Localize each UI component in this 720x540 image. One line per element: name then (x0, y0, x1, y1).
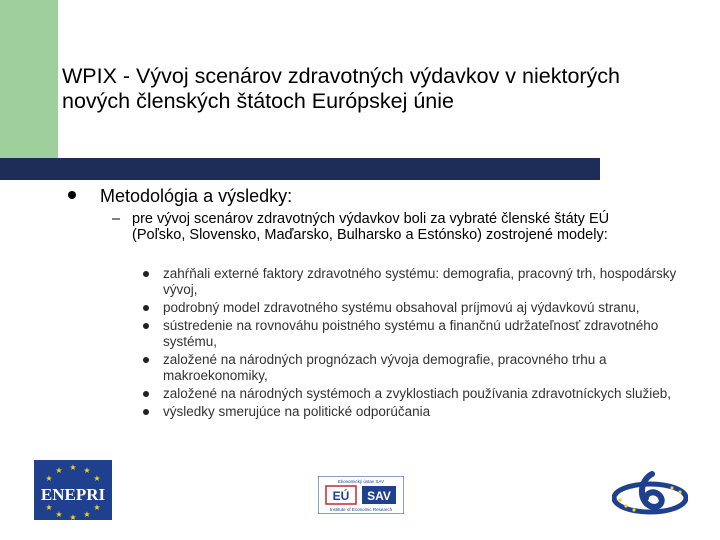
list-item (140, 300, 680, 316)
dash-marker: – (112, 211, 121, 227)
sav-left-text: EÚ (332, 489, 350, 503)
fp6-logo (612, 470, 688, 518)
svg-text:★: ★ (45, 503, 53, 512)
sav-top-text: Ekonomický ústav SAV (337, 479, 385, 484)
list-item (140, 386, 680, 402)
svg-text:★: ★ (83, 466, 91, 475)
svg-text:★: ★ (45, 474, 53, 483)
sav-logo (318, 476, 404, 514)
list-item-text: podrobný model zdravotného systému obsahoval príjmovú aj výdavkovú stranu, (163, 300, 640, 315)
bullet-dot-icon (143, 323, 149, 329)
sav-bottom-text: Institute of Economic Research (329, 507, 393, 512)
svg-text:★: ★ (55, 510, 63, 519)
bullet-dot-icon (143, 409, 149, 415)
svg-text:★: ★ (93, 474, 101, 483)
list-item-text: založené na národných systémoch a zvyklostiach používania zdravotníckych služieb, (163, 386, 672, 401)
bullet-level1-text: Metodológia a výsledky: (100, 186, 293, 206)
slide-title: WPIX - Vývoj scenárov zdravotných výdavkov v niektorých nových členských štátoch Európskej únie (62, 64, 621, 113)
list-item-text: sústredenie na rovnováhu poistného systému a finančnú udržateľnosť zdravotného systému, (163, 318, 659, 349)
enepri-wordmark: ENEPRI (40, 485, 106, 504)
bullet-dot-icon (143, 391, 149, 397)
sav-right-text: SAV (367, 489, 391, 503)
list-item-text: založené na národných prognózach vývoja demografie, pracovného trhu a makroekonomiky, (163, 352, 607, 383)
svg-text:★: ★ (93, 503, 101, 512)
list-item-text: zahŕňali externé faktory zdravotného systému: demografia, pracovný trh, hospodársky vývoj, (163, 266, 677, 297)
fp6-six-mark (642, 474, 662, 507)
bullet-dot-icon (143, 357, 149, 363)
svg-text:★: ★ (55, 466, 63, 475)
list-item (140, 352, 680, 384)
svg-text:★: ★ (83, 510, 91, 519)
bullet-dot-icon (68, 191, 76, 199)
bullet-level3-list (140, 266, 680, 422)
list-item-text: výsledky smerujúce na politické odporúčania (163, 404, 431, 419)
list-item (140, 318, 680, 350)
enepri-logo (34, 460, 112, 520)
svg-text:★: ★ (69, 513, 77, 520)
svg-text:★: ★ (69, 463, 77, 472)
list-item (140, 266, 680, 298)
bullet-level2-text: pre vývoj scenárov zdravotných výdavkov boli za vybraté členské štáty EÚ (Poľsko, Slovensko, Maďarsko, Bulharsko a Estónsko) zostrojené modely: (132, 211, 610, 243)
list-item (140, 404, 680, 420)
bullet-dot-icon (143, 271, 149, 277)
bullet-dot-icon (143, 305, 149, 311)
